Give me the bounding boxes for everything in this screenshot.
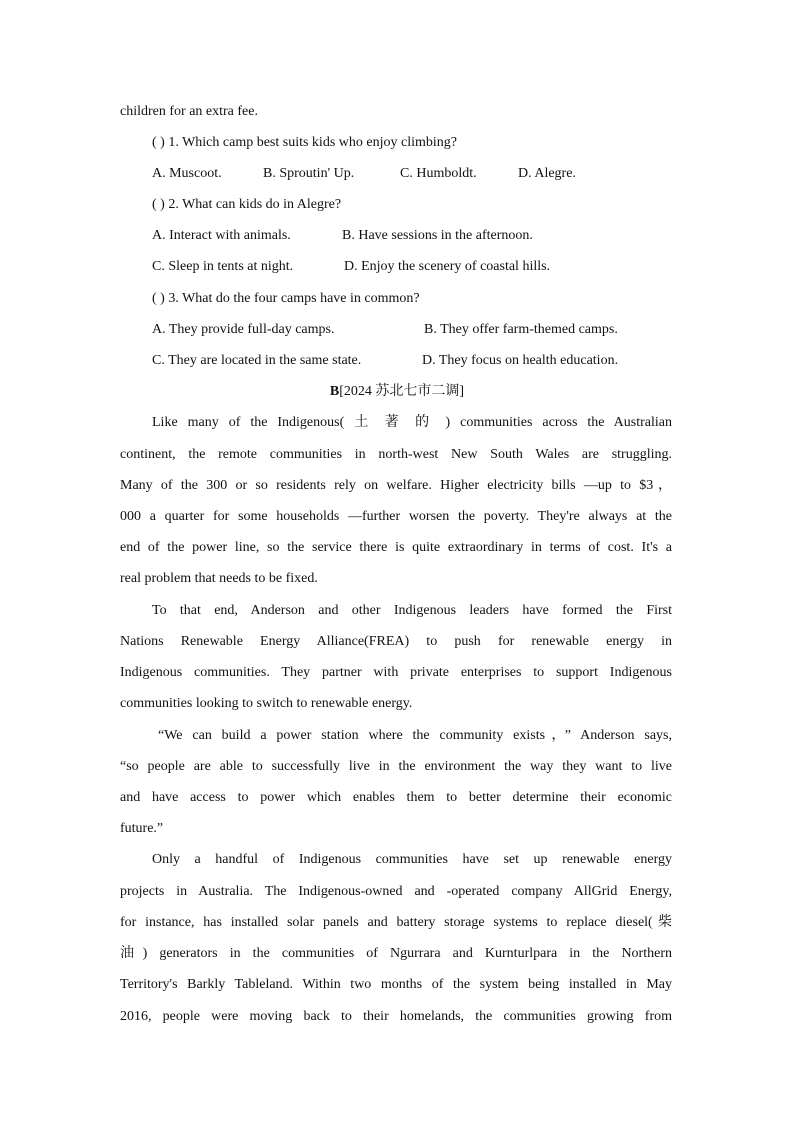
paragraph-3-line-2: “so people are able to successfully live in the environment the way they want to live xyxy=(120,759,672,774)
paragraph-1-line-3: Many of the 300 or so residents rely on welfare. Higher electricity bills —up to $3， xyxy=(120,478,672,493)
paragraph-2-line-3: Indigenous communities. They partner with private enterprises to support Indigenous xyxy=(120,665,672,680)
paragraph-1-line-1: Like many of the Indigenous( 土 著 的 ) communities across the Australian xyxy=(152,415,672,430)
section-tag: [2024 苏北七市二调] xyxy=(339,384,465,399)
question-2-options-cd xyxy=(152,258,672,276)
option-b: B. Have sessions in the afternoon. xyxy=(342,228,533,243)
option-a: A. Interact with animals. xyxy=(152,228,291,243)
paragraph-2-line-4: communities looking to switch to renewable energy. xyxy=(120,696,413,711)
option-d: D. Alegre. xyxy=(518,166,576,181)
option-c: C. Humboldt. xyxy=(400,166,477,181)
option-d: D. They focus on health education. xyxy=(422,353,619,368)
paragraph-4-line-4: 油) generators in the communities of Ngurrara and Kurnturlpara in the Northern xyxy=(120,946,672,961)
option-a: A. They provide full-day camps. xyxy=(152,322,335,337)
option-c: C. Sleep in tents at night. xyxy=(152,259,294,274)
question-3-options-ab xyxy=(152,321,672,339)
option-b: B. Sproutin' Up. xyxy=(263,166,355,181)
option-d: D. Enjoy the scenery of coastal hills. xyxy=(344,259,551,274)
paragraph-1-line-6: real problem that needs to be fixed. xyxy=(120,571,318,586)
question-1: ( ) 1. Which camp best suits kids who enjoy climbing? xyxy=(152,135,457,150)
question-2: ( ) 2. What can kids do in Alegre? xyxy=(152,197,342,212)
paragraph-3-line-1: “We can build a power station where the community exists，” Anderson says, xyxy=(158,728,672,743)
option-b: B. They offer farm-themed camps. xyxy=(424,322,618,337)
option-a: A. Muscoot. xyxy=(152,166,222,181)
option-c: C. They are located in the same state. xyxy=(152,353,362,368)
paragraph-3-line-3: and have access to power which enables them to better determine their economic xyxy=(120,790,672,805)
paragraph-4-line-6: 2016, people were moving back to their homelands, the communities growing from xyxy=(120,1009,672,1024)
paragraph-1-line-5: end of the power line, so the service there is quite extraordinary in terms of cost. It's a xyxy=(120,540,672,555)
paragraph-3-line-4: future.” xyxy=(120,821,164,836)
paragraph-1-line-4: 000 a quarter for some households —further worsen the poverty. They're always at the xyxy=(120,509,672,524)
paragraph-4-line-1: Only a handful of Indigenous communities have set up renewable energy xyxy=(152,852,672,867)
paragraph-4-line-2: projects in Australia. The Indigenous-owned and -operated company AllGrid Energy, xyxy=(120,884,672,899)
question-3: ( ) 3. What do the four camps have in common? xyxy=(152,291,420,306)
paragraph-4-line-3: for instance, has installed solar panels and battery storage systems to replace diesel(柴 xyxy=(120,915,672,930)
paragraph-1-line-2: continent, the remote communities in north-west New South Wales are struggling. xyxy=(120,447,672,462)
question-2-options-ab xyxy=(152,227,672,245)
text-line-continuation: children for an extra fee. xyxy=(120,104,258,119)
paragraph-2-line-2: Nations Renewable Energy Alliance(FREA) to push for renewable energy in xyxy=(120,634,672,649)
section-heading xyxy=(0,383,794,401)
paragraph-4-line-5: Territory's Barkly Tableland. Within two months of the system being installed in May xyxy=(120,977,672,992)
question-1-options xyxy=(152,165,672,183)
question-3-options-cd xyxy=(152,352,672,370)
section-letter: B xyxy=(329,384,340,399)
paragraph-2-line-1: To that end, Anderson and other Indigenous leaders have formed the First xyxy=(152,603,672,618)
